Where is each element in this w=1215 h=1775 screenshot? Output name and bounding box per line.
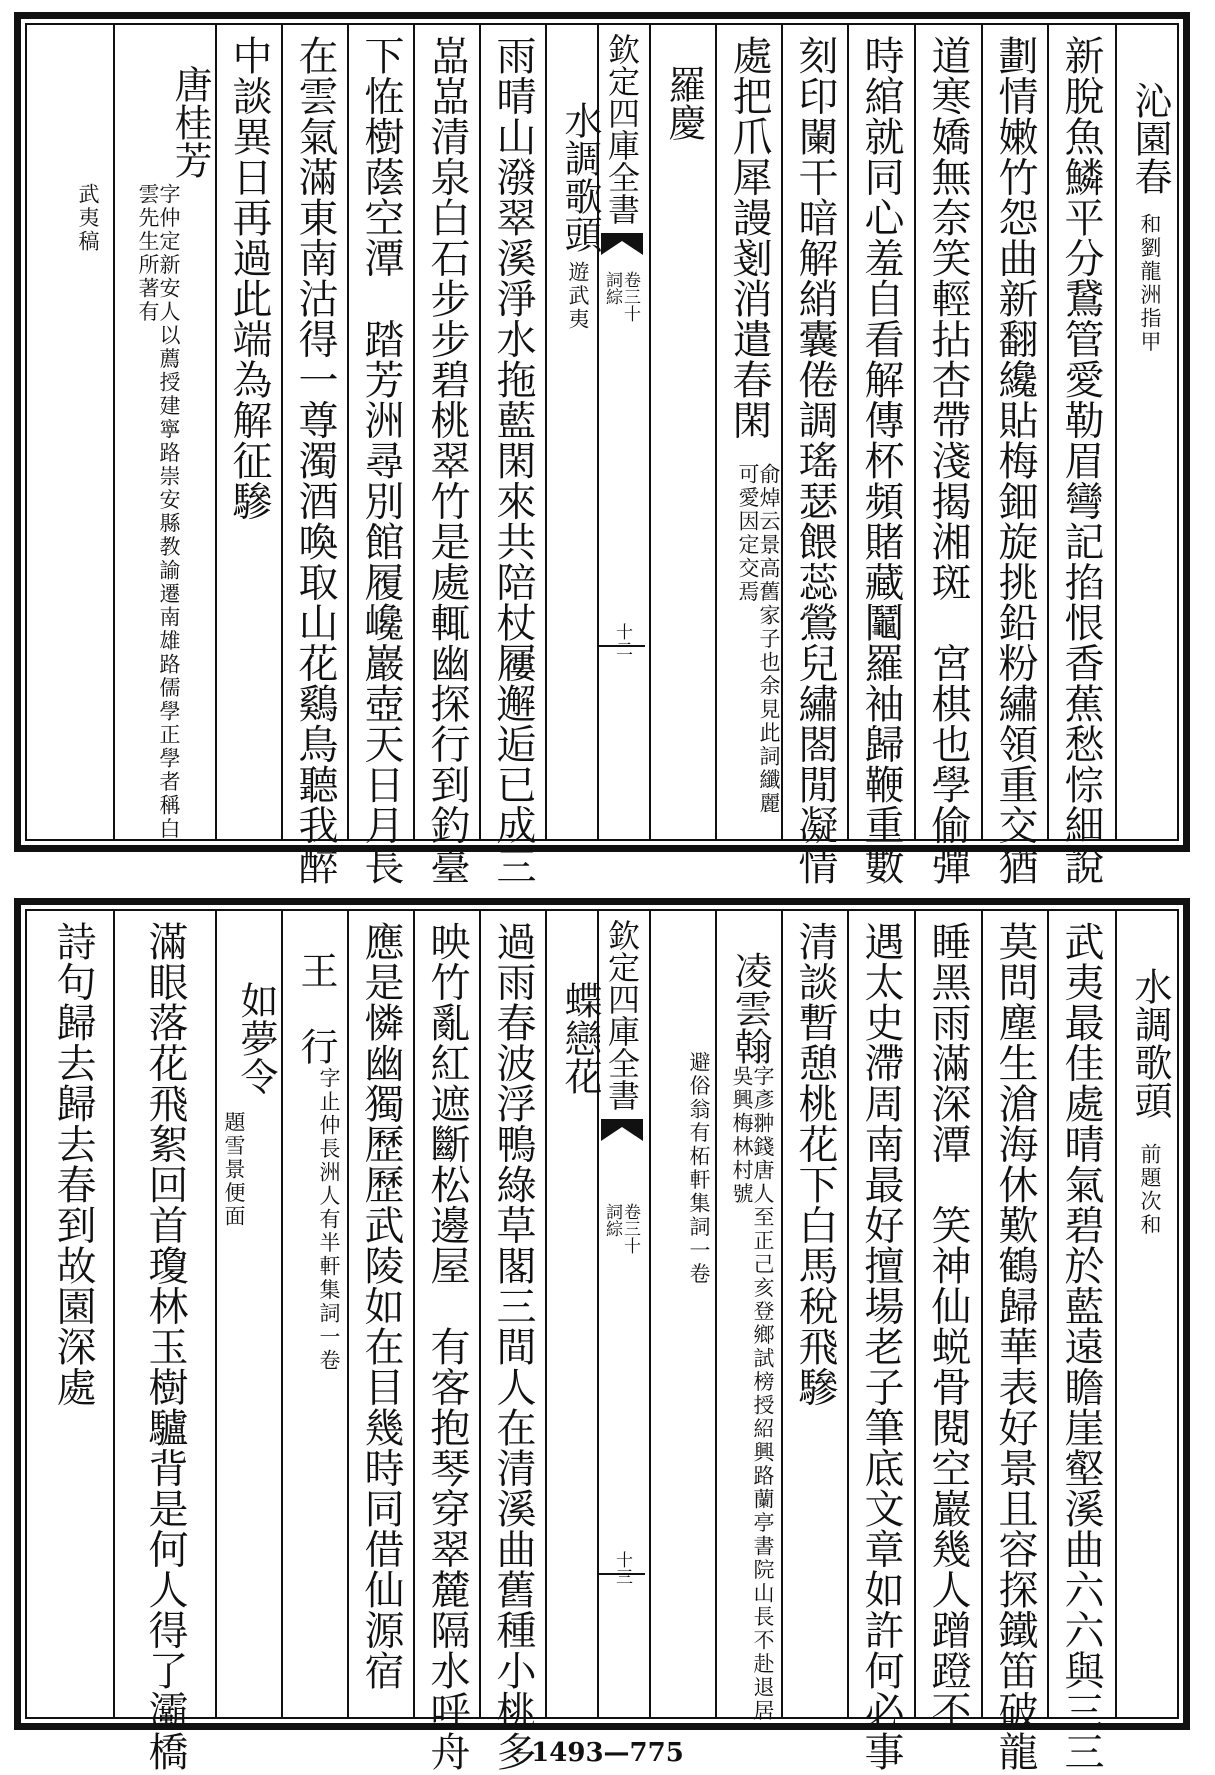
author-column — [717, 911, 783, 1723]
column-text: 睡黑雨滿深潭 笑神仙蜕骨閱空巖幾人蹭蹬不 — [925, 921, 971, 1731]
author-bio: 避俗翁有柘軒集詞一卷 — [687, 1051, 711, 1286]
author-bio-continued — [651, 911, 717, 1717]
column-text: 劃情嫩竹怨曲新翻纔貼梅鈿旋挑鉛粉繡領重交猶 — [992, 35, 1038, 886]
col-title-shuidiaogetou — [1115, 911, 1187, 1717]
column-text: 道寒嬌無奈笑輕拈杏帶淺揭湘斑 宮棋也學偷彈 — [925, 35, 971, 886]
page-frame — [25, 23, 1179, 886]
author-bio: 武夷稿 — [76, 183, 100, 254]
author-name: 唐桂芳 — [168, 65, 212, 179]
col-title-shuidiaogetou — [547, 25, 613, 839]
text-column — [283, 25, 349, 886]
author-column — [651, 25, 717, 839]
author-column — [115, 25, 215, 839]
text-column — [217, 25, 283, 839]
column-text: 中談異日再過此端為解征驂 — [226, 35, 272, 521]
juan-label: 詞綜 — [602, 271, 622, 305]
book-title: 欽定四庫全書 — [603, 33, 641, 225]
text-column — [349, 911, 415, 1717]
ci-title: 沁園春 — [1128, 81, 1172, 195]
column-text: 詩句歸去歸去春到故園深處 — [50, 921, 96, 1407]
text-column — [349, 25, 415, 886]
column-text: 莫問塵生滄海休歎鶴歸華表好景且容探鐵笛破龍 — [992, 921, 1038, 1772]
column-text: 滿眼落花飛絮回首瓊林玉樹驢背是何人得了灞橋 — [142, 921, 188, 1772]
page-reference-number: 1493—775 — [531, 1738, 684, 1768]
ci-note: 俞焯云景高舊家子也余見此詞纖麗可愛因定交焉 — [736, 463, 781, 816]
document-page-top — [14, 12, 1190, 886]
column-text: 清談暫憩桃花下白馬稅飛驂 — [792, 921, 838, 1407]
column-text: 刻印闌干暗解綃囊倦調瑤瑟餵蕊鶯兒繡閤閒凝情 — [792, 35, 838, 886]
column-text: 在雲氣滿東南沽得一尊濁酒喚取山花鷄鳥聽我醉 — [292, 35, 338, 886]
ci-title: 水調歌頭 — [558, 101, 602, 253]
column-text: 雨晴山潑翠溪淨水拖藍閑來共陪杖屨邂逅已成三 — [490, 35, 536, 886]
book-title: 欽定四庫全書 — [603, 919, 641, 1111]
author-name: 凌雲翰 — [728, 951, 772, 1065]
ci-note: 和劉龍洲指甲 — [1138, 213, 1162, 354]
juan-label: 詞綜 — [602, 1203, 622, 1237]
author-name: 王 行 — [294, 951, 338, 1065]
author-bio: 字止仲長洲人有半軒集詞一卷 — [317, 1067, 341, 1373]
column-text: 映竹亂紅遮斷松邊屋 有客抱琴穿翠麓隔水呼舟 — [424, 921, 470, 1772]
text-column — [783, 911, 849, 1717]
text-column — [33, 911, 113, 1717]
text-column — [916, 911, 982, 1731]
text-column — [849, 25, 915, 886]
column-text: 應是憐幽獨歷歷武陵如在目幾時同借仙源宿 — [358, 921, 404, 1691]
text-column — [415, 911, 481, 1772]
author-name: 羅慶 — [662, 65, 706, 141]
text-column — [1049, 911, 1115, 1772]
juan-number: 卷三十 — [620, 271, 640, 322]
text-column — [1049, 25, 1115, 886]
author-bio-continued — [33, 25, 113, 839]
col-title-dielianhua — [547, 911, 613, 1717]
page-number: 十二 — [612, 623, 632, 657]
column-text: 武夷最佳處晴氣碧於藍遠瞻崖壑溪曲六六與三三 — [1058, 921, 1104, 1772]
ci-title: 蝶戀花 — [558, 981, 602, 1095]
ci-note: 題雪景便面 — [222, 1111, 246, 1229]
text-column — [983, 25, 1049, 886]
text-column — [481, 911, 547, 1772]
column-text: 過雨春波浮鴨綠草閣三間人在清溪曲舊種小桃多 — [490, 921, 536, 1772]
page-number: 十三 — [612, 1551, 632, 1585]
text-column — [481, 25, 547, 886]
ci-title: 水調歌頭 — [1128, 967, 1172, 1119]
col-title-rumengling — [217, 911, 283, 1717]
column-text: 新脫魚鱗平分鵞管愛勒眉彎記掐恨香蕉愁悰細說 — [1058, 35, 1104, 886]
juan-number: 卷三十 — [620, 1203, 640, 1254]
column-text: 嵓嵓清泉白石步步碧桃翠竹是處輒幽探行到釣臺 — [424, 35, 470, 886]
text-column — [783, 25, 849, 886]
author-bio: 字仲定新安人以薦授建寧路崇安縣教諭遷南雄路儒學正學者稱白雲先生所著有 — [136, 183, 181, 841]
column-text: 遇太史滯周南最好擅場老子筆底文章如許何必事 — [858, 921, 904, 1772]
text-column — [983, 911, 1049, 1772]
text-column — [849, 911, 915, 1772]
ci-note: 前題次和 — [1138, 1143, 1162, 1237]
column-text: 下恠樹蔭空潭 踏芳洲尋別館履巉巖壺天日月長 — [358, 35, 404, 886]
text-column — [916, 25, 982, 886]
col-title-qinyuanchun — [1115, 25, 1187, 839]
author-bio: 字彥翀錢唐人至正己亥登鄉試榜授紹興路蘭亭書院山長不赴退居吳興梅林村號 — [730, 1065, 775, 1723]
column-text: 處把爪犀謾剗消遣春閑 — [726, 35, 772, 440]
ci-note: 遊武夷 — [566, 261, 590, 332]
text-column — [115, 911, 215, 1772]
text-column — [717, 25, 783, 839]
author-column — [283, 911, 349, 1717]
column-text: 時綰就同心羞自看解傳杯頻賭藏鬮羅袖歸鞭重數 — [858, 35, 904, 886]
ci-title: 如夢令 — [234, 981, 278, 1095]
text-column — [415, 25, 481, 886]
